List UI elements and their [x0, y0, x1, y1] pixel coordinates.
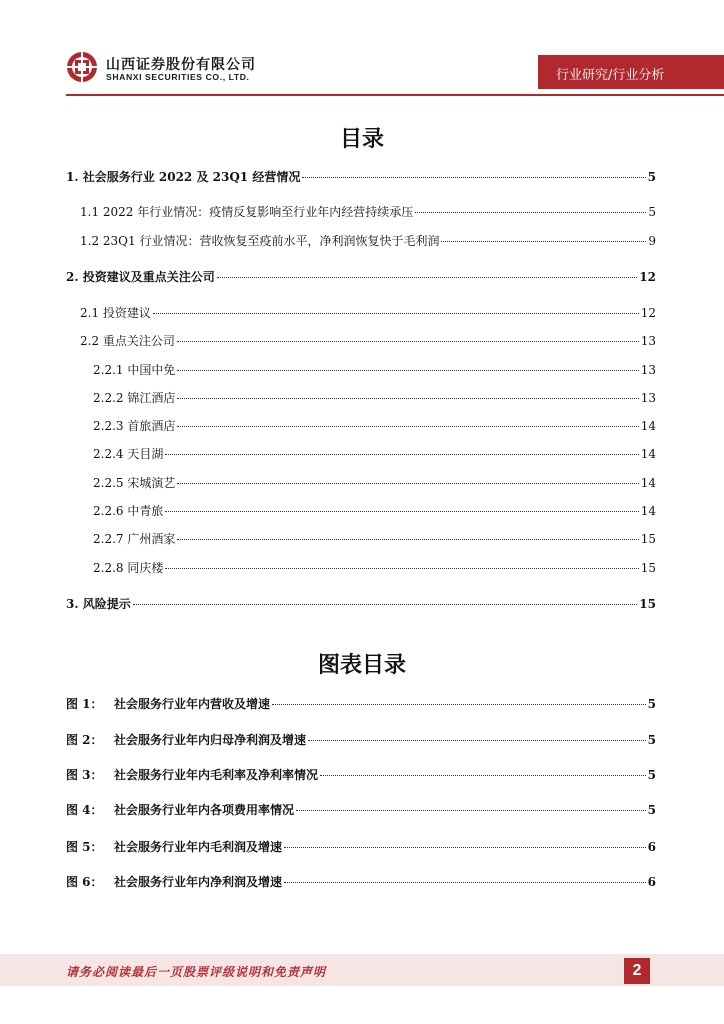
toc-entry-label: 2.2.5 宋城演艺	[93, 476, 176, 490]
figure-entry[interactable]	[66, 695, 656, 712]
figure-entry[interactable]	[66, 873, 656, 890]
toc-entry-page: 9	[648, 234, 656, 248]
disclaimer-note: 请务必阅读最后一页股票评级说明和免责声明	[66, 965, 327, 979]
toc-entry-page: 15	[640, 561, 656, 575]
toc-leader	[284, 882, 646, 883]
page-header	[0, 0, 724, 95]
toc-leader	[153, 313, 639, 314]
toc-entry[interactable]	[93, 361, 656, 378]
toc-entry[interactable]	[66, 268, 656, 285]
company-name-en: SHANXI SECURITIES CO., LTD.	[106, 72, 250, 82]
toc-entry-label: 2.2.2 锦江酒店	[93, 391, 176, 405]
toc-entry-label: 2.2.8 同庆楼	[93, 561, 164, 575]
toc-entry-label: 2.2.1 中国中免	[93, 363, 176, 377]
figure-page: 5	[647, 733, 656, 747]
figure-label: 社会服务行业年内毛利润及增速	[114, 840, 283, 854]
toc-leader	[165, 568, 638, 569]
report-type-badge	[538, 55, 724, 89]
toc-entry-page: 13	[640, 391, 656, 405]
figure-entry[interactable]	[66, 801, 656, 818]
toc-entry-label: 2.2.3 首旅酒店	[93, 419, 176, 433]
toc-entry-page: 14	[640, 504, 656, 518]
figure-number: 图 3：	[66, 768, 103, 782]
toc-entry-page: 12	[640, 306, 656, 320]
toc-title: 目录	[339, 127, 384, 152]
toc-leader	[320, 775, 646, 776]
toc-leader	[165, 511, 638, 512]
page-number-badge: 2	[624, 958, 650, 984]
figure-page: 5	[647, 697, 656, 711]
figure-entry[interactable]	[66, 766, 656, 783]
toc-entry[interactable]	[80, 203, 656, 220]
toc-entry-page: 13	[640, 334, 656, 348]
toc-entry[interactable]	[93, 445, 656, 462]
toc-entry-label: 1. 社会服务行业 2022 及 23Q1 经营情况	[66, 170, 301, 184]
toc-leader	[415, 212, 646, 213]
toc-leader	[302, 177, 645, 178]
figure-label: 社会服务行业年内各项费用率情况	[114, 803, 295, 817]
toc-entry-label: 2. 投资建议及重点关注公司	[66, 270, 215, 284]
toc-leader	[441, 241, 646, 242]
toc-entry[interactable]	[80, 304, 656, 321]
figure-number: 图 4：	[66, 803, 103, 817]
toc-entry[interactable]	[93, 474, 656, 491]
figure-entry[interactable]	[66, 838, 656, 855]
toc-entry-page: 15	[640, 532, 656, 546]
figure-number: 图 2：	[66, 733, 103, 747]
page-footer	[0, 954, 724, 986]
toc-entry-page: 13	[640, 363, 656, 377]
toc-entry-label: 2.2 重点关注公司	[80, 334, 175, 348]
figure-label: 社会服务行业年内归母净利润及增速	[114, 733, 307, 747]
toc-entry-page: 12	[639, 270, 656, 284]
toc-leader	[177, 426, 638, 427]
toc-entry[interactable]	[93, 389, 656, 406]
toc-entry[interactable]	[80, 332, 656, 349]
toc-leader	[177, 483, 638, 484]
toc-leader	[272, 704, 646, 705]
toc-leader	[284, 847, 646, 848]
toc-entry-label: 1.1 2022 年行业情况：疫情反复影响至行业年内经营持续承压	[80, 205, 414, 219]
figure-label: 社会服务行业年内净利润及增速	[114, 875, 283, 889]
figure-page: 6	[647, 840, 656, 854]
toc-entry[interactable]	[80, 232, 656, 249]
header-divider	[66, 94, 724, 96]
toc-leader	[177, 539, 638, 540]
toc-leader	[177, 370, 638, 371]
toc-entry-label: 1.2 23Q1 行业情况：营收恢复至疫前水平，净利润恢复快于毛利润	[80, 234, 440, 248]
toc-entry-page: 14	[640, 476, 656, 490]
toc-leader	[296, 810, 646, 811]
toc-entry-label: 2.2.4 天目湖	[93, 447, 164, 461]
toc-entry-page: 15	[639, 597, 656, 611]
toc-entry-page: 14	[640, 447, 656, 461]
figure-entry[interactable]	[66, 731, 656, 748]
toc-entry[interactable]	[93, 559, 656, 576]
toc-entry[interactable]	[93, 502, 656, 519]
figure-number: 图 6：	[66, 875, 103, 889]
toc-leader	[308, 740, 646, 741]
company-name-cn: 山西证券股份有限公司	[106, 57, 256, 73]
toc-leader	[177, 341, 639, 342]
figure-label: 社会服务行业年内毛利率及净利率情况	[114, 768, 319, 782]
toc-leader	[177, 398, 638, 399]
toc-entry-label: 2.1 投资建议	[80, 306, 151, 320]
figure-number: 图 5：	[66, 840, 103, 854]
figure-page: 5	[647, 768, 656, 782]
toc-entry[interactable]	[93, 417, 656, 434]
company-logo-icon	[66, 51, 98, 83]
figure-label: 社会服务行业年内营收及增速	[114, 697, 271, 711]
toc-entry-page: 5	[647, 170, 656, 184]
toc-entry[interactable]	[66, 168, 656, 185]
toc-entry[interactable]	[93, 530, 656, 547]
figure-page: 6	[647, 875, 656, 889]
figure-page: 5	[647, 803, 656, 817]
toc-entry-page: 5	[648, 205, 656, 219]
toc-leader	[165, 454, 638, 455]
toc-entry-label: 3. 风险提示	[66, 597, 131, 611]
toc-leader	[133, 604, 638, 605]
report-type-label: 行业研究/行业分析	[556, 68, 665, 83]
toc-leader	[217, 277, 638, 278]
toc-entry-label: 2.2.7 广州酒家	[93, 532, 176, 546]
figure-list-title: 图表目录	[317, 653, 406, 678]
toc-entry-page: 14	[640, 419, 656, 433]
figure-number: 图 1：	[66, 697, 103, 711]
toc-entry-label: 2.2.6 中青旅	[93, 504, 164, 518]
toc-entry[interactable]	[66, 595, 656, 612]
